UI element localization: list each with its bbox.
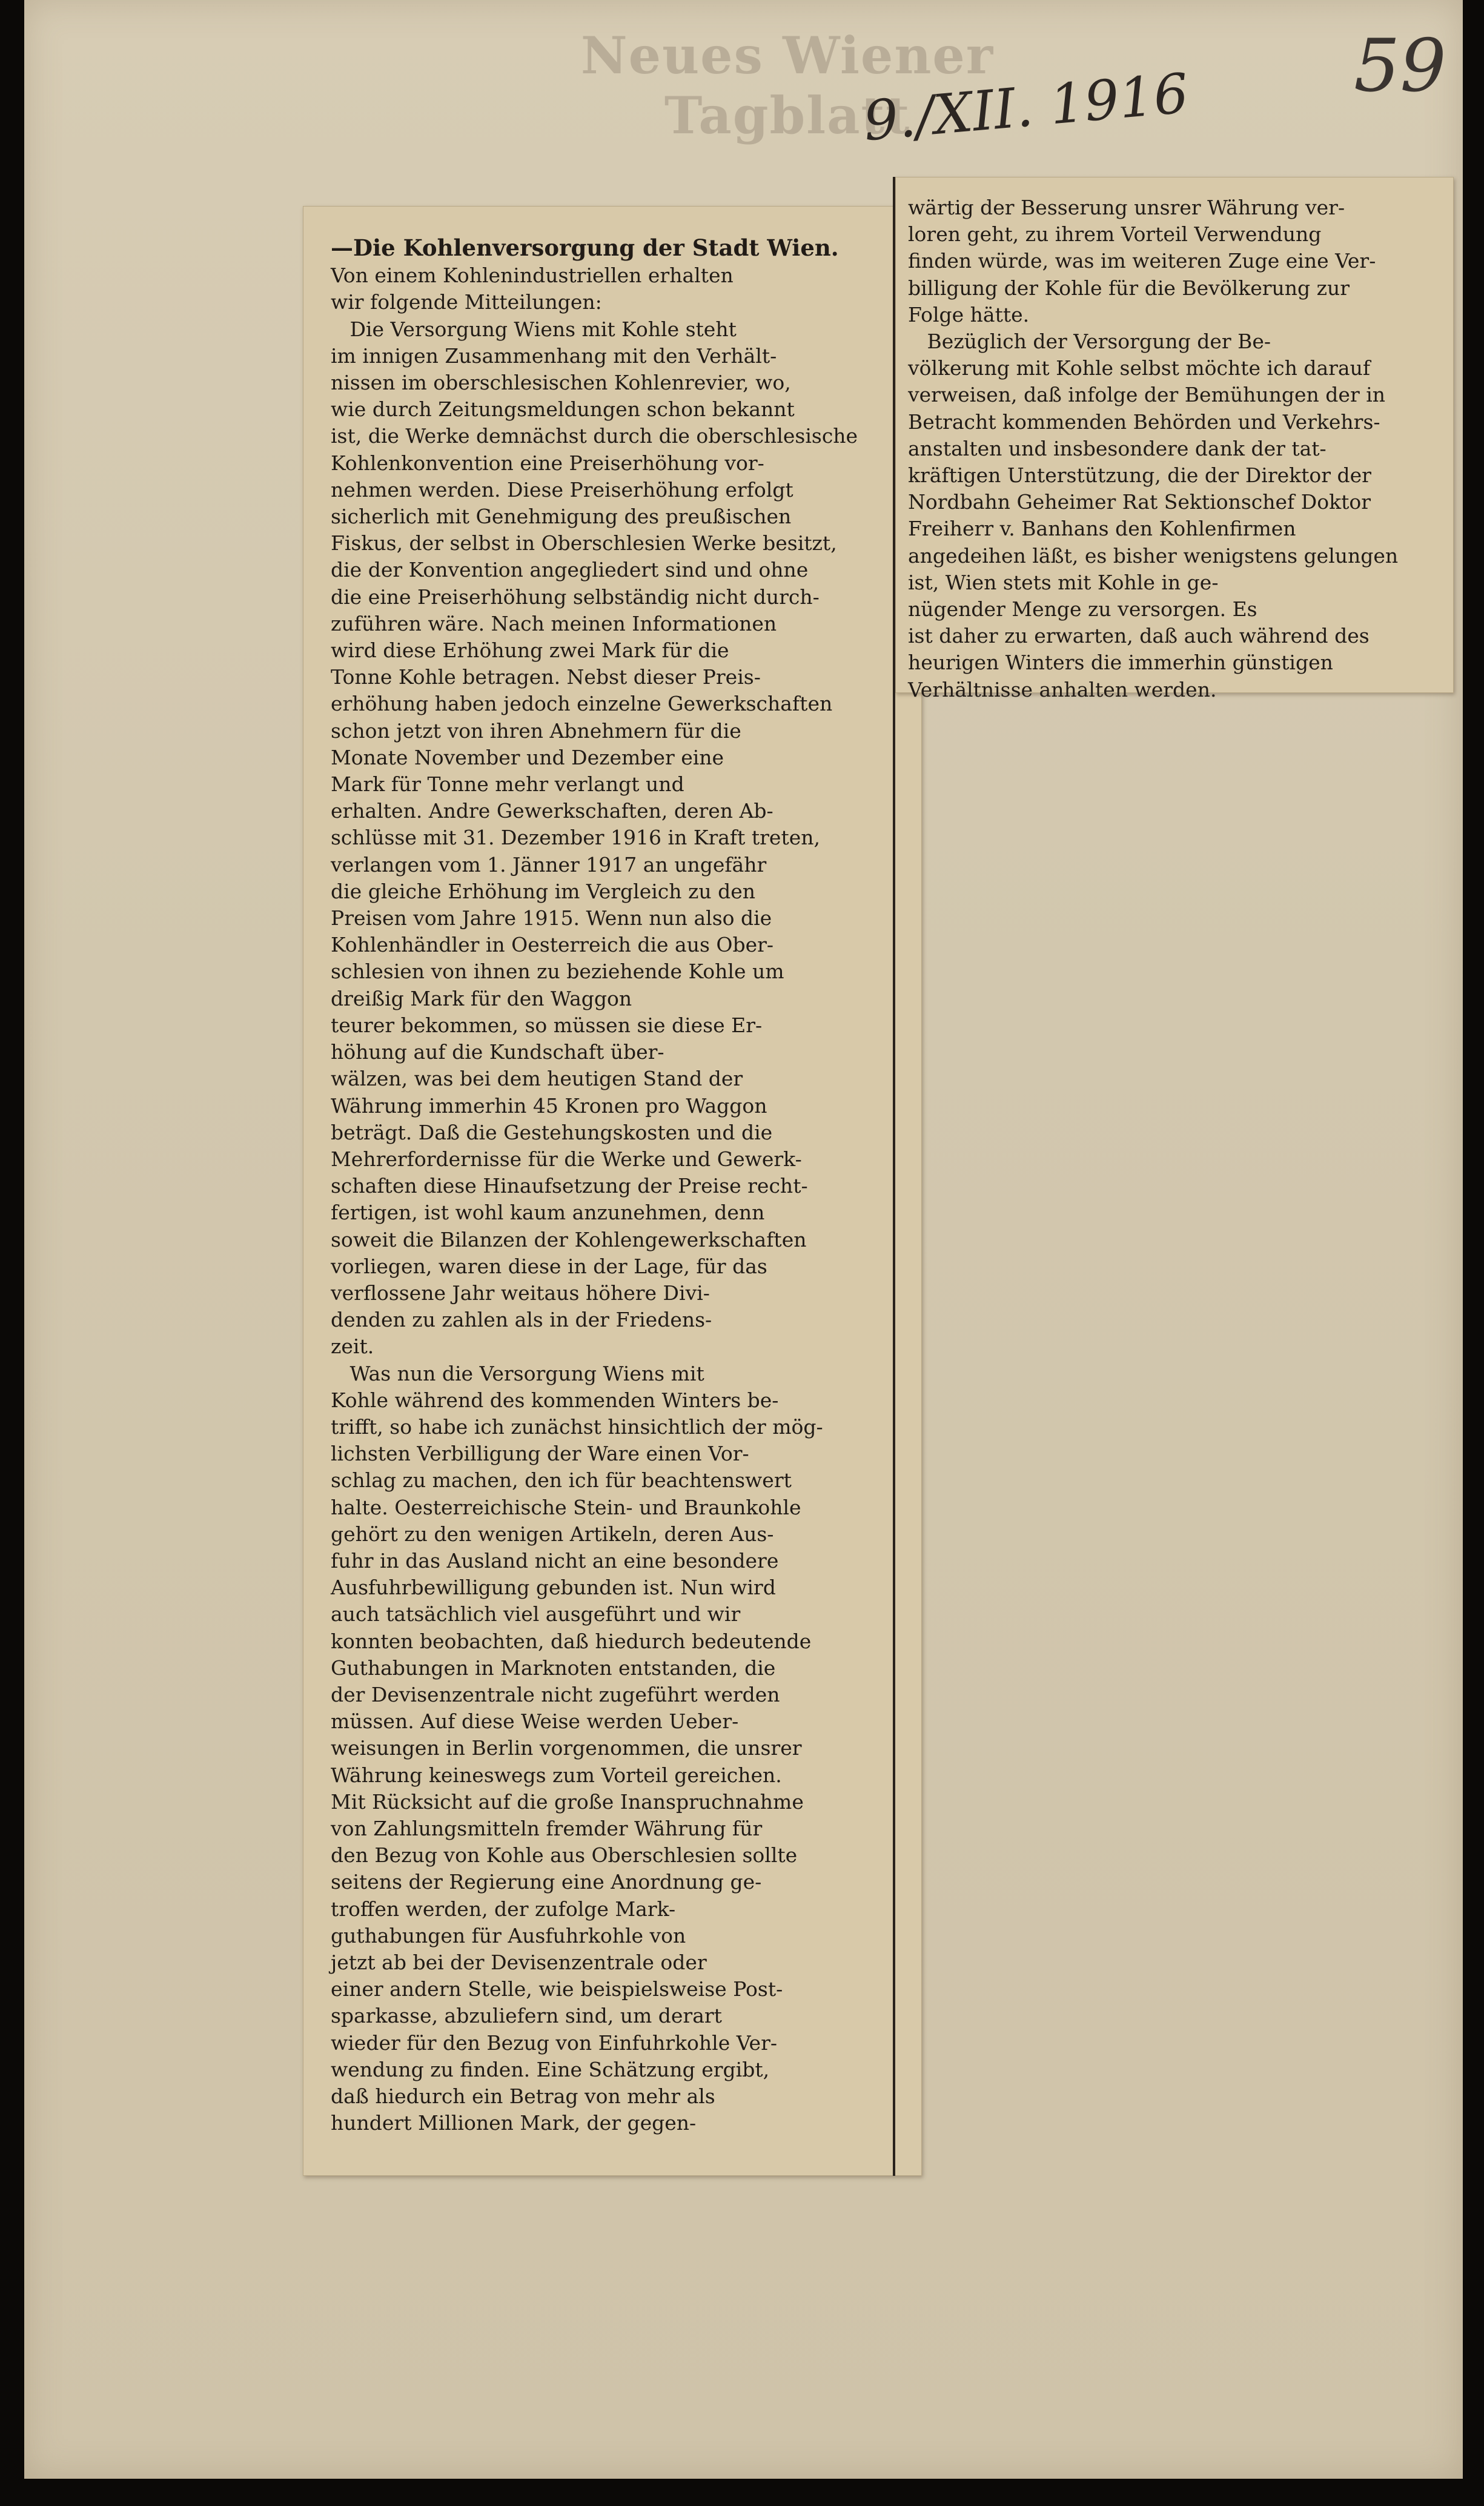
handwritten-date: 9./XII. 1916 <box>861 61 1191 154</box>
left-column-text-block <box>331 234 900 2136</box>
right-column-body: wärtig der Besserung unsrer Währung ver- loren geht, zu ihrem Vorteil Verwendung finden würde, was im weiteren Zuge eine Ver- billigung der Kohle für die Bevölkerung zur Folge hätte. Bezüglich der Versorgung der Be- völkerung mit Kohle selbst möchte ich darauf verweisen, daß infolge der Bemühungen der in Betracht kommenden Behörden und Verkehrs- anstalten und insbesondere dank der tat- kräftigen Unterstützung, die der Direktor der Nordbahn Geheimer Rat Sektionschef Doktor Freiherr v. Banhans den Kohlenfirmen angedeihen läßt, es bisher wenigstens gelungen ist, Wien stets mit Kohle in ge- nügender Menge zu versorgen. Es ist daher zu erwarten, daß auch während des heurigen Winters die immerhin günstigen Verhältnisse anhalten werden. <box>908 196 1399 701</box>
clipping-left-column <box>303 206 922 2176</box>
newspaper-masthead: Neues Wiener Tagblatt <box>580 25 995 145</box>
handwritten-page-number: 59 <box>1354 24 1446 108</box>
clipping-right-column <box>895 177 1454 701</box>
article-headline: —Die Kohlenversorgung der Stadt Wien. <box>331 234 839 261</box>
left-column-body: Von einem Kohlenindustriellen erhalten wir folgende Mitteilungen: Die Versorgung Wiens mit Kohle steht im innigen Zusammenhang mit den Verhält- nissen im oberschlesischen Kohlenrevier, wo, wie durch Zeitungsmeldungen schon bekannt ist, die Werke demnächst durch die oberschlesische Kohlenkonvention eine Preiserhöhung vor- nehmen werden. Diese Preiserhöhung erfolgt sicherlich mit Genehmigung des preußischen Fiskus, der selbst in Oberschlesien Werke besitzt, die der Konvention angegliedert sind und ohne die eine Preiserhöhung selbständig nicht durch- zuführen wäre. Nach meinen Informationen wird diese Erhöhung zwei Mark für die Tonne Kohle betragen. Nebst dieser Preis- erhöhung haben jedoch einzelne Gewerkschaften schon jetzt von ihren Abnehmern für die Monate November und Dezember eine Mark für Tonne mehr verlangt und erhalten. Andre Gewerkschaften, deren Ab- schlüsse mit 31. Dezember 1916 in Kraft treten, verlangen vom 1. Jänner 1917 an ungefähr die gleiche Erhöhung im Vergleich zu den Preisen vom Jahre 1915. Wenn nun also die Kohlenhändler in Oesterreich die aus Ober- schlesien von ihnen zu beziehende Kohle um dreißig Mark für den Waggon teurer bekommen, so müssen sie diese Er- höhung auf die Kundschaft über- wälzen, was bei dem heutigen Stand der Währung immerhin 45 Kronen pro Waggon beträgt. Daß die Gestehungskosten und die Mehrerfordernisse für die Werke und Gewerk- schaften diese Hinaufsetzung der Preise recht- fertigen, ist wohl kaum anzunehmen, denn soweit die Bilanzen der Kohlengewerkschaften vorliegen, waren diese in der Lage, für das verflossene Jahr weitaus höhere Divi- denden zu zahlen als in der Friedens- zeit. Was nun die Versorgung Wiens mit Kohle während des kommenden Winters be- trifft, so habe ich zunächst hinsichtlich der mög- lichsten Verbilligung der Ware einen Vor- schlag zu machen, den ich für beachtenswert halte. Oesterreichische Stein- und Braunkohle gehört zu den wenigen Artikeln, deren Aus- fuhr in das Ausland nicht an eine besondere Ausfuhrbewilligung gebunden ist. Nun wird auch tatsächlich viel ausgeführt und wir konnten beobachten, daß hiedurch bedeutende Guthabungen in Marknoten entstanden, die der Devisenzentrale nicht zugeführt werden müssen. Auf diese Weise werden Ueber- weisungen in Berlin vorgenommen, die unsrer Währung keineswegs zum Vorteil gereichen. Mit Rücksicht auf die große Inanspruchnahme von Zahlungsmitteln fremder Währung für den Bezug von Kohle aus Oberschlesien sollte seitens der Regierung eine Anordnung ge- troffen werden, der zufolge Mark- guthabungen für Ausfuhrkohle von jetzt ab bei der Devisenzentrale oder einer andern Stelle, wie beispielsweise Post- sparkasse, abzuliefern sind, um derart wieder für den Bezug von Einfuhrkohle Ver- wendung zu finden. Eine Schätzung ergibt, daß hiedurch ein Betrag von mehr als hundert Millionen Mark, der gegen- <box>331 264 858 2135</box>
